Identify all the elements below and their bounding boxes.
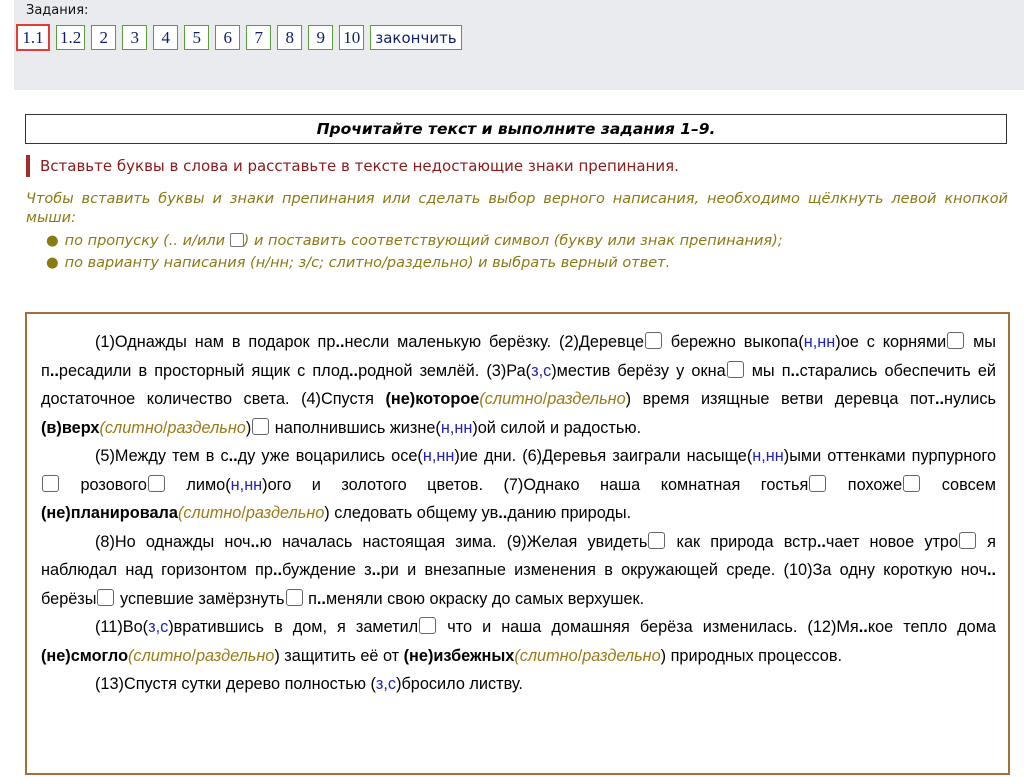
task-instruction: Вставьте буквы в слова и расставьте в тексте недостающие знаки препинания. <box>26 155 679 177</box>
option-separator: , <box>538 361 544 380</box>
bullet-icon: ● <box>46 255 59 271</box>
option-separator: , <box>761 447 766 465</box>
task-button-9[interactable]: 9 <box>308 25 333 50</box>
letter-gap[interactable]: .. <box>272 561 282 579</box>
finish-button[interactable]: закончить <box>370 25 461 50</box>
punct-blank[interactable] <box>648 532 665 549</box>
punct-blank[interactable] <box>903 475 920 492</box>
punct-blank[interactable] <box>947 332 964 349</box>
choice-word: (не)смогло <box>41 646 129 665</box>
option-nn[interactable]: нн <box>817 333 836 351</box>
option-together[interactable]: (слитно <box>177 504 242 522</box>
option-n[interactable]: н <box>752 447 762 465</box>
letter-gap[interactable]: .. <box>816 532 826 551</box>
option-s[interactable]: с <box>387 675 397 693</box>
option-nn[interactable]: нн <box>765 447 784 465</box>
punct-blank[interactable] <box>97 589 114 606</box>
letter-gap[interactable]: .. <box>349 361 359 380</box>
task-button-10[interactable]: 10 <box>339 25 364 50</box>
punct-blank[interactable] <box>645 332 662 349</box>
letter-gap[interactable]: .. <box>316 589 326 608</box>
option-separate[interactable]: раздельно <box>245 504 325 522</box>
letter-gap[interactable]: .. <box>790 361 800 380</box>
hint-list <box>26 230 1008 274</box>
task-button-1-2[interactable]: 1.2 <box>56 25 85 50</box>
task-button-5[interactable]: 5 <box>184 25 209 50</box>
option-separator: , <box>449 418 455 437</box>
option-separator: , <box>155 618 161 636</box>
option-slash: / <box>542 390 548 408</box>
choice-word: (не)которое <box>385 390 480 408</box>
option-together[interactable]: (слитно <box>128 646 192 665</box>
option-n[interactable]: н <box>440 418 450 437</box>
task-button-6[interactable]: 6 <box>215 25 240 50</box>
option-separate[interactable]: раздельно <box>582 646 661 665</box>
option-z[interactable]: з <box>148 618 156 636</box>
punct-blank[interactable] <box>286 589 303 606</box>
option-n[interactable]: н <box>803 333 813 351</box>
option-separator: , <box>239 475 245 494</box>
task-button-7[interactable]: 7 <box>246 25 271 50</box>
option-z[interactable]: з <box>375 675 384 693</box>
option-separator: , <box>431 447 437 465</box>
option-slash: / <box>241 504 246 522</box>
option-nn[interactable]: нн <box>436 447 455 465</box>
punct-blank[interactable] <box>727 361 744 378</box>
punct-blank[interactable] <box>252 418 269 435</box>
paragraph-3: (8)Но однажды ноч..ю началась настоящая зима. (9)Желая увидеть как природа встр..чает новое утро я наблюдал над горизонтом пр..буждение з..ри и внезапные изменения в окружающей среде. (10)За одну короткую ноч.. берёзы успевшие замёрзнуть п..меняли свою окраску до самых верхушек. <box>41 532 997 608</box>
paragraph-4: (11)Во(з,с)вратившись в дом, я заметил что и наша домашняя берёза изменилась. (12)Мя..кое тепло дома (не)смогло(слитно/раздельно) защитить её от (не)избежных(слитно/раздельно) природных процессов. <box>41 618 996 665</box>
blank-box-icon <box>230 233 244 247</box>
letter-gap[interactable]: .. <box>335 333 345 351</box>
bullet-icon: ● <box>46 233 59 249</box>
option-slash: / <box>162 418 168 437</box>
option-s[interactable]: с <box>543 361 552 380</box>
letter-gap[interactable]: .. <box>858 618 868 636</box>
task-button-2[interactable]: 2 <box>91 25 116 50</box>
paragraph-1: (1)Однажды нам в подарок пр..несли маленькую берёзку. (2)Деревце бережно выкопа(н,нн)ое с корнями мы п..ресадили в просторный ящик с плод..родной землёй. (3)Ра(з,с)местив берёзу у окна мы п..старались обеспечить ей достаточное количество света. (4)Спустя (не)которое(слитно/раздельно) время изящные ветви деревца пот..нулись (в)верх(слитно/раздельно) наполнившись жизне(н,нн)ой силой и радостью. <box>41 333 997 437</box>
letter-gap[interactable]: .. <box>228 447 238 465</box>
option-together[interactable]: (слитно <box>514 646 578 665</box>
option-slash: / <box>191 646 196 665</box>
text-panel <box>25 312 1010 775</box>
task-button-8[interactable]: 8 <box>277 25 302 50</box>
option-separator: , <box>812 333 818 351</box>
option-together[interactable]: (слитно <box>479 390 543 408</box>
instruction-box: Прочитайте текст и выполните задания 1–9. <box>25 114 1007 144</box>
punct-blank[interactable] <box>42 475 59 492</box>
paragraph-5: (13)Спустя сутки дерево полностью (з,с)бросило листву. <box>95 675 523 693</box>
option-n[interactable]: н <box>422 447 432 465</box>
choice-word: (в)верх <box>41 418 100 437</box>
choice-word: (не)избежных <box>403 646 515 665</box>
hint-block <box>26 190 1008 274</box>
option-nn[interactable]: нн <box>244 475 263 494</box>
task-button-4[interactable]: 4 <box>153 25 178 50</box>
option-n[interactable]: н <box>230 475 240 494</box>
option-separate[interactable]: раздельно <box>167 418 246 437</box>
option-together[interactable]: (слитно <box>99 418 163 437</box>
letter-gap[interactable]: .. <box>986 561 997 579</box>
letter-gap[interactable]: .. <box>498 504 508 522</box>
option-slash: / <box>577 646 583 665</box>
option-s[interactable]: с <box>160 618 169 636</box>
punct-blank[interactable] <box>419 617 436 634</box>
option-separate[interactable]: раздельно <box>195 646 275 665</box>
option-separator: , <box>383 675 388 693</box>
tasks-nav <box>16 25 462 51</box>
punct-blank[interactable] <box>148 475 165 492</box>
hint-item-2: ● по варианту написания (н/нн; з/с; слитно/раздельно) и выбрать верный ответ. <box>46 255 671 271</box>
option-separate[interactable]: раздельно <box>547 390 626 408</box>
punct-blank[interactable] <box>809 475 826 492</box>
letter-gap[interactable]: .. <box>934 390 944 408</box>
task-button-1-1[interactable]: 1.1 <box>16 24 50 51</box>
option-nn[interactable]: нн <box>454 418 473 437</box>
tasks-bar <box>14 0 1024 90</box>
letter-gap[interactable]: .. <box>250 532 260 551</box>
letter-gap[interactable]: .. <box>49 361 59 380</box>
hint-text: Чтобы вставить буквы и знаки препинания или сделать выбор верного написания, необходимо щёлкнуть левой кнопкой мыши: <box>26 191 1008 226</box>
choice-word: (не)планировала <box>41 504 178 522</box>
option-z[interactable]: з <box>531 361 539 380</box>
punct-blank[interactable] <box>959 532 976 549</box>
paragraph-2: (5)Между тем в с..ду уже воцарились осе(н,нн)ие дни. (6)Деревья заиграли насыще(н,нн)ыми оттенками пурпурного розового лимо(н,нн)ого и золотого цветов. (7)Однако наша комнатная гостья похоже совсем (не)планировала(слитно/раздельно) следовать общему ув..данию природы. <box>41 447 997 522</box>
tasks-label: Задания: <box>26 3 89 18</box>
task-button-3[interactable]: 3 <box>122 25 147 50</box>
letter-gap[interactable]: .. <box>371 561 381 579</box>
hint-item-1: ● по пропуску (.. и/или ) и поставить соответствующий символ (букву или знак препинания); <box>46 233 783 249</box>
